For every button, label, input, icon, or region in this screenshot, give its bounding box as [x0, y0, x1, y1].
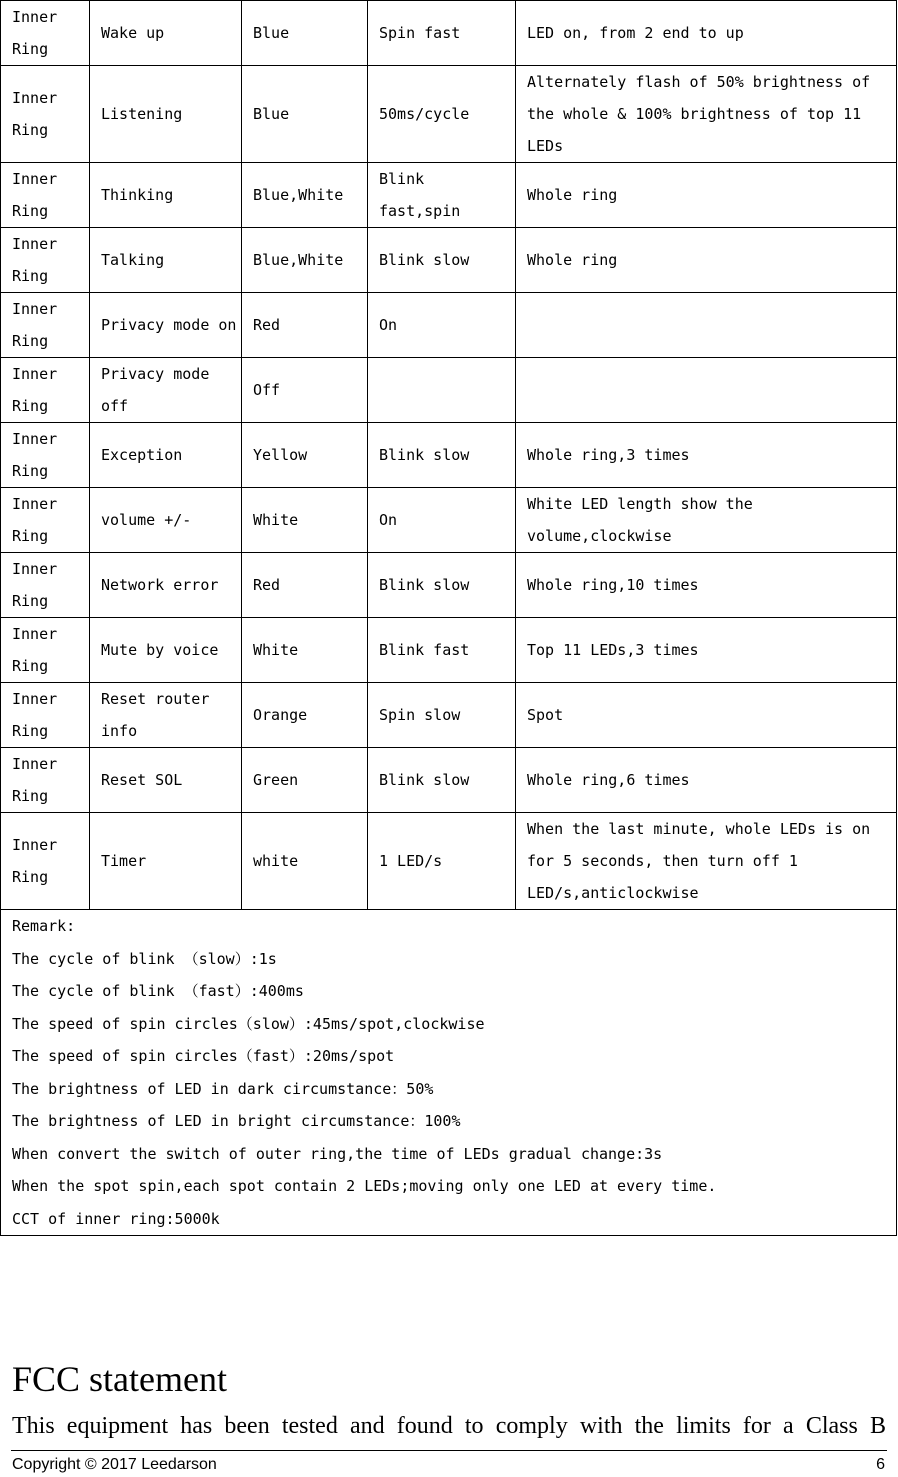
- description-cell: White LED length show the volume,clockwise: [516, 488, 897, 553]
- effect-cell: Blink fast,spin: [368, 163, 516, 228]
- state-cell: Listening: [90, 66, 242, 163]
- footer-divider: [11, 1450, 887, 1451]
- ring-cell: Inner Ring: [1, 553, 90, 618]
- color-cell: Blue: [242, 66, 368, 163]
- description-cell: [516, 293, 897, 358]
- state-cell: volume +/-: [90, 488, 242, 553]
- table-row: [1, 813, 897, 910]
- state-cell: Reset SOL: [90, 748, 242, 813]
- remark-line: When the spot spin,each spot contain 2 LEDs;moving only one LED at every time.: [12, 1177, 717, 1195]
- state-cell: Privacy mode on: [90, 293, 242, 358]
- ring-cell: Inner Ring: [1, 228, 90, 293]
- state-cell: Exception: [90, 423, 242, 488]
- table-row: [1, 1, 897, 66]
- effect-cell: Blink fast: [368, 618, 516, 683]
- description-cell: Top 11 LEDs,3 times: [516, 618, 897, 683]
- description-cell: Whole ring: [516, 163, 897, 228]
- color-cell: White: [242, 618, 368, 683]
- footer-page-number: 6: [876, 1456, 885, 1473]
- led-table-body: [1, 1, 897, 1236]
- remark-title: Remark:: [12, 917, 76, 935]
- description-cell: Whole ring,10 times: [516, 553, 897, 618]
- effect-cell: Spin fast: [368, 1, 516, 66]
- effect-cell: 50ms/cycle: [368, 66, 516, 163]
- color-cell: Red: [242, 553, 368, 618]
- remark-line: The cycle of blink （slow）:1s: [12, 949, 277, 968]
- ring-cell: Inner Ring: [1, 66, 90, 163]
- table-row: [1, 423, 897, 488]
- description-cell: [516, 358, 897, 423]
- table-row: [1, 358, 897, 423]
- effect-cell: [368, 358, 516, 423]
- effect-cell: 1 LED/s: [368, 813, 516, 910]
- state-cell: Talking: [90, 228, 242, 293]
- table-row: [1, 293, 897, 358]
- ring-cell: Inner Ring: [1, 813, 90, 910]
- color-cell: Yellow: [242, 423, 368, 488]
- color-cell: Red: [242, 293, 368, 358]
- ring-cell: Inner Ring: [1, 618, 90, 683]
- remark-cell: [1, 910, 897, 1236]
- ring-cell: Inner Ring: [1, 358, 90, 423]
- ring-cell: Inner Ring: [1, 163, 90, 228]
- table-row: [1, 228, 897, 293]
- effect-cell: On: [368, 293, 516, 358]
- description-cell: Whole ring,6 times: [516, 748, 897, 813]
- state-cell: Thinking: [90, 163, 242, 228]
- state-cell: Privacy mode off: [90, 358, 242, 423]
- ring-cell: Inner Ring: [1, 683, 90, 748]
- table-row: [1, 618, 897, 683]
- color-cell: White: [242, 488, 368, 553]
- ring-cell: Inner Ring: [1, 423, 90, 488]
- color-cell: Green: [242, 748, 368, 813]
- description-cell: Whole ring: [516, 228, 897, 293]
- table-row: [1, 488, 897, 553]
- ring-cell: Inner Ring: [1, 1, 90, 66]
- color-cell: Orange: [242, 683, 368, 748]
- table-row: [1, 66, 897, 163]
- description-cell: When the last minute, whole LEDs is on for 5 seconds, then turn off 1 LED/s,anticlockwise: [516, 813, 897, 910]
- table-row: [1, 748, 897, 813]
- state-cell: Mute by voice: [90, 618, 242, 683]
- table-row: [1, 163, 897, 228]
- state-cell: Network error: [90, 553, 242, 618]
- state-cell: Reset router info: [90, 683, 242, 748]
- remark-line: The speed of spin circles（slow）:45ms/spot,clockwise: [12, 1014, 485, 1033]
- remark-line: The brightness of LED in dark circumstance：50%: [12, 1079, 434, 1098]
- remark-row: [1, 910, 897, 1236]
- table-row: [1, 683, 897, 748]
- remark-line: The speed of spin circles（fast）:20ms/spot: [12, 1047, 395, 1065]
- remark-line: When convert the switch of outer ring,the time of LEDs gradual change:3s: [12, 1144, 663, 1163]
- color-cell: Blue,White: [242, 228, 368, 293]
- effect-cell: Blink slow: [368, 228, 516, 293]
- color-cell: Off: [242, 358, 368, 423]
- effect-cell: On: [368, 488, 516, 553]
- state-cell: Wake up: [90, 1, 242, 66]
- effect-cell: Blink slow: [368, 553, 516, 618]
- remark-line: The cycle of blink （fast）:400ms: [12, 982, 304, 1000]
- color-cell: white: [242, 813, 368, 910]
- table-row: [1, 553, 897, 618]
- remark-line: CCT of inner ring:5000k: [12, 1209, 220, 1228]
- section-heading: FCC statement: [12, 1359, 227, 1399]
- description-cell: Alternately flash of 50% brightness of the whole & 100% brightness of top 11 LEDs: [516, 66, 897, 163]
- remark-line: The brightness of LED in bright circumstance：100%: [12, 1112, 461, 1130]
- section-body-text: This equipment has been tested and found to comply with the limits for a Class B: [12, 1413, 886, 1439]
- ring-cell: Inner Ring: [1, 293, 90, 358]
- state-cell: Timer: [90, 813, 242, 910]
- effect-cell: Blink slow: [368, 423, 516, 488]
- color-cell: Blue,White: [242, 163, 368, 228]
- description-cell: Spot: [516, 683, 897, 748]
- footer-copyright: Copyright © 2017 Leedarson: [12, 1456, 217, 1473]
- ring-cell: Inner Ring: [1, 748, 90, 813]
- description-cell: Whole ring,3 times: [516, 423, 897, 488]
- effect-cell: Blink slow: [368, 748, 516, 813]
- color-cell: Blue: [242, 1, 368, 66]
- effect-cell: Spin slow: [368, 683, 516, 748]
- description-cell: LED on, from 2 end to up: [516, 1, 897, 66]
- ring-cell: Inner Ring: [1, 488, 90, 553]
